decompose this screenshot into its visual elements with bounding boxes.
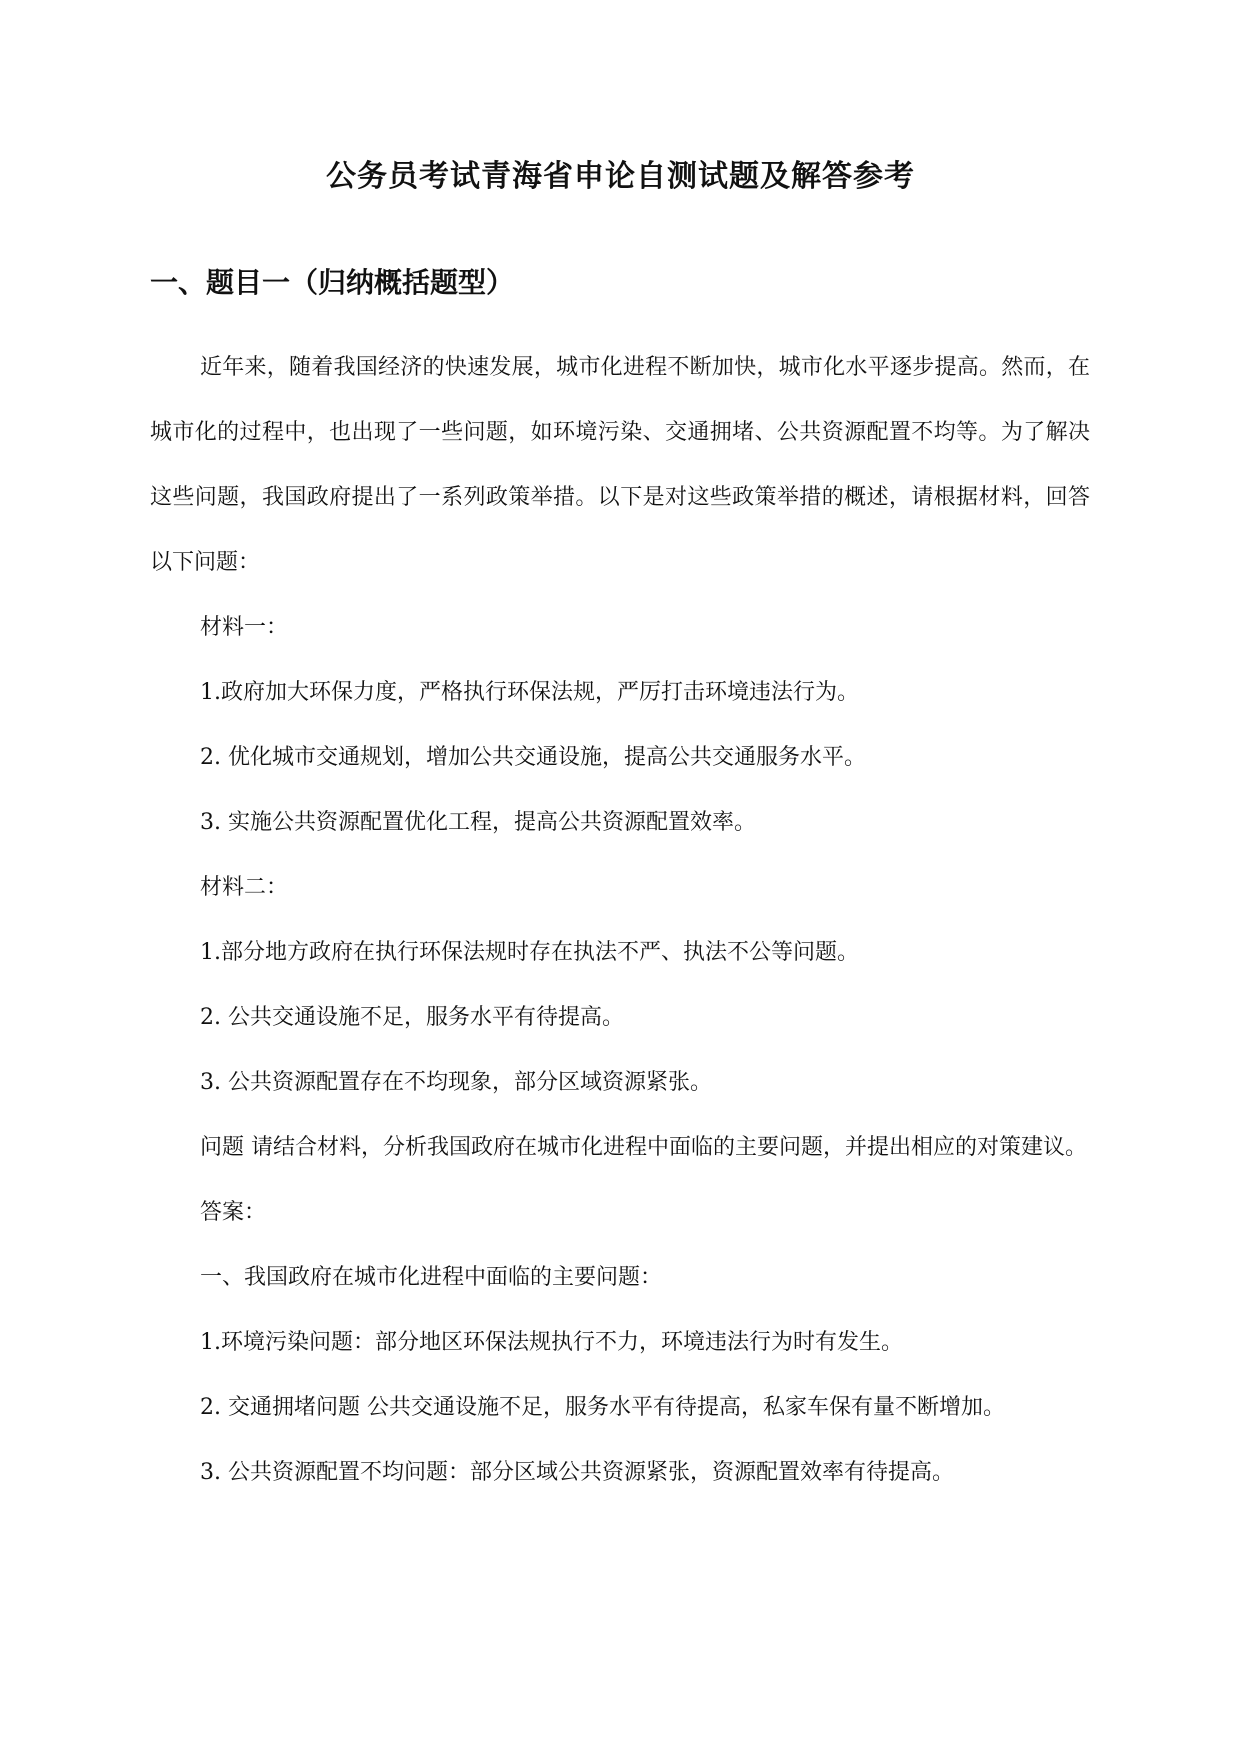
- answer-item-2: 2. 交通拥堵问题 公共交通设施不足，服务水平有待提高，私家车保有量不断增加。: [200, 1395, 1005, 1420]
- material-one-item-1: 1.政府加大环保力度，严格执行环保法规，严厉打击环境违法行为。: [200, 680, 859, 705]
- answer-label: 答案：: [200, 1200, 267, 1225]
- material-two-item-2: 2. 公共交通设施不足，服务水平有待提高。: [200, 1005, 624, 1030]
- section-heading: 一、题目一（归纳概括题型）: [150, 266, 515, 299]
- answer-section-heading: 一、我国政府在城市化进程中面临的主要问题：: [200, 1265, 663, 1290]
- intro-paragraph: 近年来，随着我国经济的快速发展，城市化进程不断加快，城市化水平逐步提高。然而，在城市化的过程中，也出现了一些问题，如环境污染、交通拥堵、公共资源配置不均等。为了解决这些问题，我国政府提出了一系列政策举措。以下是对这些政策举措的概述，请根据材料，回答以下问题：: [150, 355, 1090, 575]
- material-one-item-2: 2. 优化城市交通规划，增加公共交通设施，提高公共交通服务水平。: [200, 745, 866, 770]
- material-two-label: 材料二：: [200, 875, 289, 900]
- answer-item-1: 1.环境污染问题：部分地区环保法规执行不力，环境违法行为时有发生。: [200, 1330, 903, 1355]
- document-body: [150, 335, 1090, 1505]
- question-paragraph: 问题 请结合材料，分析我国政府在城市化进程中面临的主要问题，并提出相应的对策建议。: [200, 1135, 1087, 1160]
- material-two-item-3: 3. 公共资源配置存在不均现象，部分区域资源紧张。: [200, 1070, 712, 1095]
- document-title: 公务员考试青海省申论自测试题及解答参考: [326, 159, 915, 194]
- answer-item-3: 3. 公共资源配置不均问题：部分区域公共资源紧张，资源配置效率有待提高。: [200, 1460, 954, 1485]
- material-one-item-3: 3. 实施公共资源配置优化工程，提高公共资源配置效率。: [200, 810, 756, 835]
- material-two-item-1: 1.部分地方政府在执行环保法规时存在执法不严、执法不公等问题。: [200, 940, 859, 965]
- material-one-label: 材料一：: [200, 615, 289, 640]
